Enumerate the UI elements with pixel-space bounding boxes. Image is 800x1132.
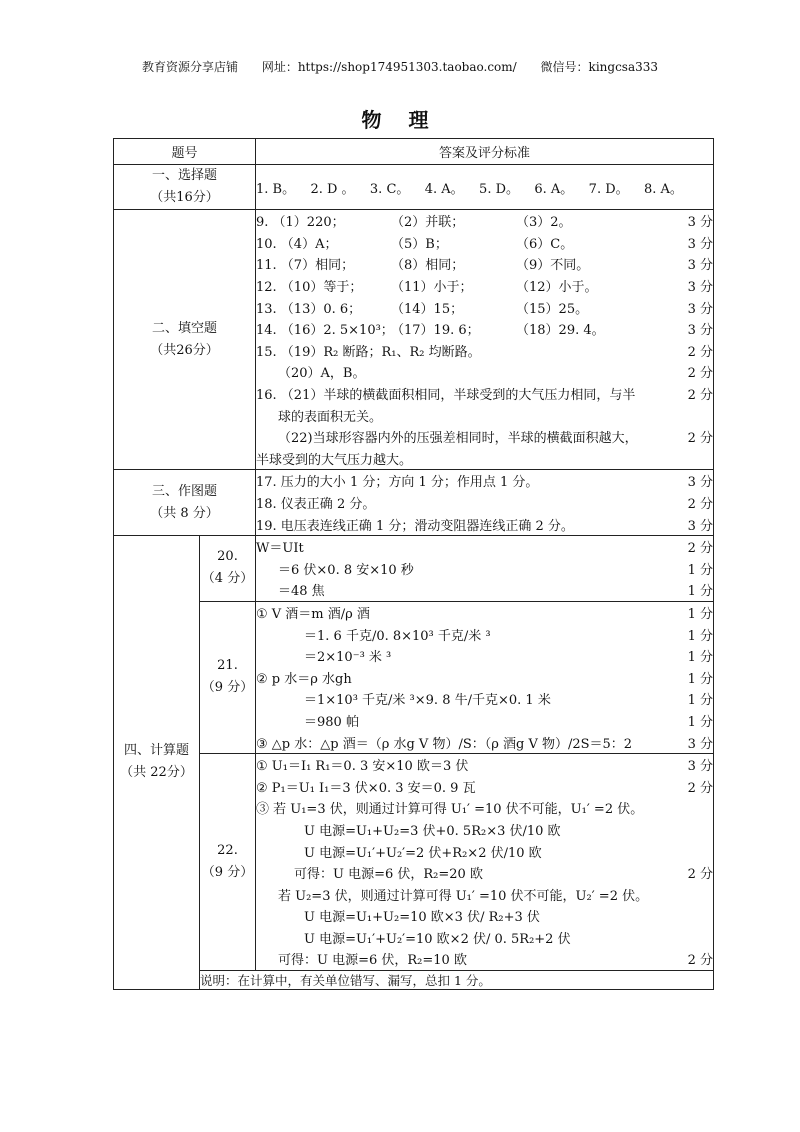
section-choice-answers	[256, 165, 714, 210]
answer-text: ② P₁＝U₁ I₁＝3 伏×0. 3 安＝0. 9 瓦	[256, 780, 476, 796]
answer-line	[256, 775, 713, 797]
answer-text: 19. 电压表连线正确 1 分；滑动变阻器连线正确 2 分。	[256, 518, 574, 534]
answer-part: 15. （19）R₂ 断路；R₁、R₂ 均断路。	[256, 344, 481, 360]
answer-part: 12. （10）等于；	[256, 280, 363, 296]
answer-text: U 电源=U₁′+U₂′=2 伏+R₂×2 伏/10 欧	[304, 845, 542, 861]
answer-line	[256, 666, 713, 688]
score: 3 分	[687, 323, 713, 339]
calc-note: 说明：在计算中，有关单位错写、漏写，总扣 1 分。	[200, 970, 714, 989]
score: 2 分	[687, 953, 713, 969]
answer-part: （15）25。	[516, 301, 589, 317]
score: 3 分	[687, 236, 713, 252]
answer-line	[256, 602, 713, 624]
q21-label	[200, 601, 256, 753]
answer-text: ③ 若 U₁=3 伏，则通过计算可得 U₁′ =10 伏不可能，U₁′ =2 伏。	[256, 802, 644, 818]
table-header-row	[114, 139, 714, 165]
score: 2 分	[687, 867, 713, 883]
section-name: 一、选择题	[151, 168, 217, 183]
header-answer: 答案及评分标准	[256, 139, 714, 165]
answer-text: U 电源=U₁′+U₂′=10 欧×2 伏/ 0. 5R₂+2 伏	[304, 931, 571, 947]
q20-row	[114, 535, 714, 601]
score: 3 分	[687, 475, 713, 491]
answer-line	[256, 883, 713, 905]
answer-content	[256, 276, 663, 295]
answer-part: （18）29. 4。	[516, 323, 605, 339]
section-drawing-row	[114, 470, 714, 536]
answer-line	[256, 232, 713, 254]
choice-answer: 2. D 。	[310, 181, 355, 197]
score: 1 分	[687, 562, 713, 578]
answer-text: ① U₁＝I₁ R₁＝0. 3 安×10 欧＝3 伏	[256, 759, 469, 775]
answer-content	[256, 319, 663, 338]
answer-line	[256, 927, 713, 949]
score: 3 分	[687, 280, 713, 296]
answer-line	[256, 819, 713, 841]
answer-text: ＝980 帕	[304, 714, 359, 730]
answer-line	[256, 688, 713, 710]
answer-text: ＝1×10³ 千克/米 ³×9. 8 牛/千克×0. 1 米	[304, 693, 551, 709]
score: 1 分	[687, 606, 713, 622]
answer-text: 17. 压力的大小 1 分；方向 1 分；作用点 1 分。	[256, 475, 539, 491]
choice-answer: 8. A。	[644, 181, 683, 197]
q22-answers	[256, 753, 714, 970]
answer-part: （22)当球形容器内外的压强差相同时，半球的横截面积越大，	[278, 431, 638, 447]
choice-answer: 7. D。	[588, 181, 629, 197]
section-fill-answers	[256, 210, 714, 470]
answer-text: 若 U₂=3 伏，则通过计算可得 U₁′ =10 伏不可能，U₂′ =2 伏。	[278, 888, 649, 904]
answer-line	[256, 492, 713, 514]
answer-line	[256, 645, 713, 667]
answer-text: ③ △p 水：△p 酒＝（ρ 水g V 物）/S：（ρ 酒g V 物）/2S＝5：2	[256, 736, 633, 752]
q22-label	[200, 753, 256, 970]
section-choice-label	[114, 165, 256, 210]
answer-part: 半球受到的大气压力越大。	[256, 452, 413, 468]
score: 1 分	[687, 714, 713, 730]
answer-line	[256, 253, 713, 275]
section-fill-label	[114, 210, 256, 470]
score: 1 分	[687, 693, 713, 709]
answer-part: （2）并联；	[391, 215, 465, 231]
choice-answer: 1. B。	[256, 181, 296, 197]
answer-content	[256, 341, 663, 360]
section-drawing-label	[114, 470, 256, 536]
q21-answers	[256, 601, 714, 753]
answer-line	[256, 340, 713, 362]
answer-part: （8）相同；	[391, 258, 465, 274]
answer-part: （6）C。	[516, 236, 574, 252]
answer-text: ＝2×10⁻³ 米 ³	[304, 650, 392, 666]
score: 2 分	[687, 497, 713, 513]
q22-row	[114, 753, 714, 970]
answer-content	[256, 298, 663, 317]
answer-line	[256, 210, 713, 232]
answer-line	[256, 905, 713, 927]
answer-line	[256, 536, 713, 558]
choice-answer: 6. A。	[534, 181, 574, 197]
answer-line	[256, 426, 713, 448]
wechat-id: 微信号：kingcsa333	[540, 60, 659, 74]
section-drawing-answers	[256, 470, 714, 536]
answer-content	[256, 254, 663, 273]
answer-text: ① V 酒＝m 酒/ρ 酒	[256, 606, 370, 622]
section-points: （共 8 分）	[150, 505, 219, 521]
score: 3 分	[687, 518, 713, 534]
answer-content	[256, 427, 663, 446]
question-points: （9 分）	[201, 864, 254, 880]
answer-part: 14. （16）2. 5×10³；	[256, 323, 394, 339]
answer-text: 18. 仪表正确 2 分。	[256, 497, 376, 513]
score: 3 分	[687, 759, 713, 775]
answer-text: 可得：U 电源=6 伏，R₂=20 欧	[294, 867, 483, 883]
score: 3 分	[687, 258, 713, 274]
score: 1 分	[687, 671, 713, 687]
header-question-no: 题号	[114, 139, 256, 165]
answer-part: 球的表面积无关。	[278, 409, 383, 425]
score: 3 分	[687, 215, 713, 231]
answer-content	[256, 211, 663, 230]
score: 2 分	[687, 541, 713, 557]
choice-answer-list	[256, 175, 713, 199]
section-name: 三、作图题	[151, 483, 217, 499]
answer-part: 10. （4）A；	[256, 236, 338, 252]
score: 1 分	[687, 628, 713, 644]
answer-content	[256, 406, 663, 425]
answer-line	[256, 318, 713, 340]
answer-part: （11）小于；	[391, 280, 473, 296]
section-fill-row	[114, 210, 714, 470]
score: 3 分	[687, 736, 713, 752]
answer-part: （20）A，B。	[278, 366, 366, 382]
answer-part: 11. （7）相同；	[256, 258, 355, 274]
answer-line	[256, 361, 713, 383]
answer-line	[256, 623, 713, 645]
answer-line	[256, 296, 713, 318]
score: 2 分	[687, 780, 713, 796]
answer-part: （17）19. 6；	[391, 323, 480, 339]
answer-table	[113, 138, 714, 990]
answer-part: 16. （21）半球的横截面积相同，半球受到的大气压力相同，与半	[256, 388, 636, 404]
page-header	[0, 58, 800, 75]
choice-answer: 5. D。	[479, 181, 520, 197]
score: 1 分	[687, 650, 713, 666]
answer-text: ② p 水＝ρ 水gh	[256, 671, 352, 687]
answer-line	[256, 797, 713, 819]
score: 2 分	[687, 388, 713, 404]
section-choice-row	[114, 165, 714, 210]
answer-line	[256, 754, 713, 776]
answer-text: ＝48 焦	[278, 584, 325, 600]
answer-text: 可得：U 电源=6 伏，R₂=10 欧	[278, 953, 467, 969]
answer-line	[256, 404, 713, 426]
answer-line	[256, 710, 713, 732]
section-name: 四、计算题	[123, 743, 189, 759]
answer-line	[256, 448, 713, 470]
q20-label	[200, 535, 256, 601]
question-points: （9 分）	[201, 680, 254, 696]
answer-content	[256, 449, 663, 468]
q21-row	[114, 601, 714, 753]
score: 1 分	[687, 584, 713, 600]
question-points: （4 分）	[201, 571, 254, 587]
score: 2 分	[687, 366, 713, 382]
note-row	[114, 970, 714, 989]
choice-answer: 3. C。	[369, 181, 410, 197]
answer-line	[256, 513, 713, 535]
answer-text: ＝6 伏×0. 8 安×10 秒	[278, 562, 414, 578]
page-title: 物 理	[361, 108, 439, 132]
answer-text: W＝UIt	[256, 541, 304, 557]
section-points: （共16分）	[150, 190, 219, 205]
answer-line	[256, 840, 713, 862]
score: 2 分	[687, 344, 713, 360]
answer-part: 9. （1）220；	[256, 215, 345, 231]
answer-text: U 电源=U₁+U₂=3 伏+0. 5R₂×3 伏/10 欧	[304, 823, 561, 839]
shop-name: 教育资源分享店铺	[141, 60, 238, 74]
section-points: （共26分）	[150, 342, 219, 358]
score: 2 分	[687, 431, 713, 447]
shop-url: 网址：https://shop174951303.taobao.com/	[261, 60, 517, 74]
answer-part: （12）小于。	[516, 280, 598, 296]
answer-text: U 电源=U₁+U₂=10 欧×3 伏/ R₂+3 伏	[304, 910, 540, 926]
answer-line	[256, 558, 713, 580]
answer-part: （9）不同。	[516, 258, 590, 274]
score: 3 分	[687, 301, 713, 317]
choice-answer: 4. A。	[424, 181, 464, 197]
answer-line	[256, 579, 713, 601]
answer-part: 13. （13）0. 6；	[256, 301, 362, 317]
answer-part: （14）15；	[391, 301, 464, 317]
answer-line	[256, 948, 713, 970]
answer-content	[256, 362, 663, 381]
answer-line	[256, 731, 713, 753]
answer-line	[256, 862, 713, 884]
q20-answers	[256, 535, 714, 601]
question-number: 20.	[217, 549, 238, 565]
answer-line	[256, 383, 713, 405]
section-name: 二、填空题	[151, 320, 217, 336]
answer-line	[256, 275, 713, 297]
answer-part: （3）2。	[516, 215, 572, 231]
answer-content	[256, 233, 663, 252]
section-points: （共 22分）	[120, 765, 193, 781]
question-number: 22.	[217, 842, 238, 858]
answer-content	[256, 384, 663, 403]
question-number: 21.	[217, 658, 238, 674]
answer-part: （5）B；	[391, 236, 448, 252]
answer-line	[256, 470, 713, 492]
section-calc-label	[114, 535, 200, 989]
answer-text: ＝1. 6 千克/0. 8×10³ 千克/米 ³	[304, 628, 491, 644]
